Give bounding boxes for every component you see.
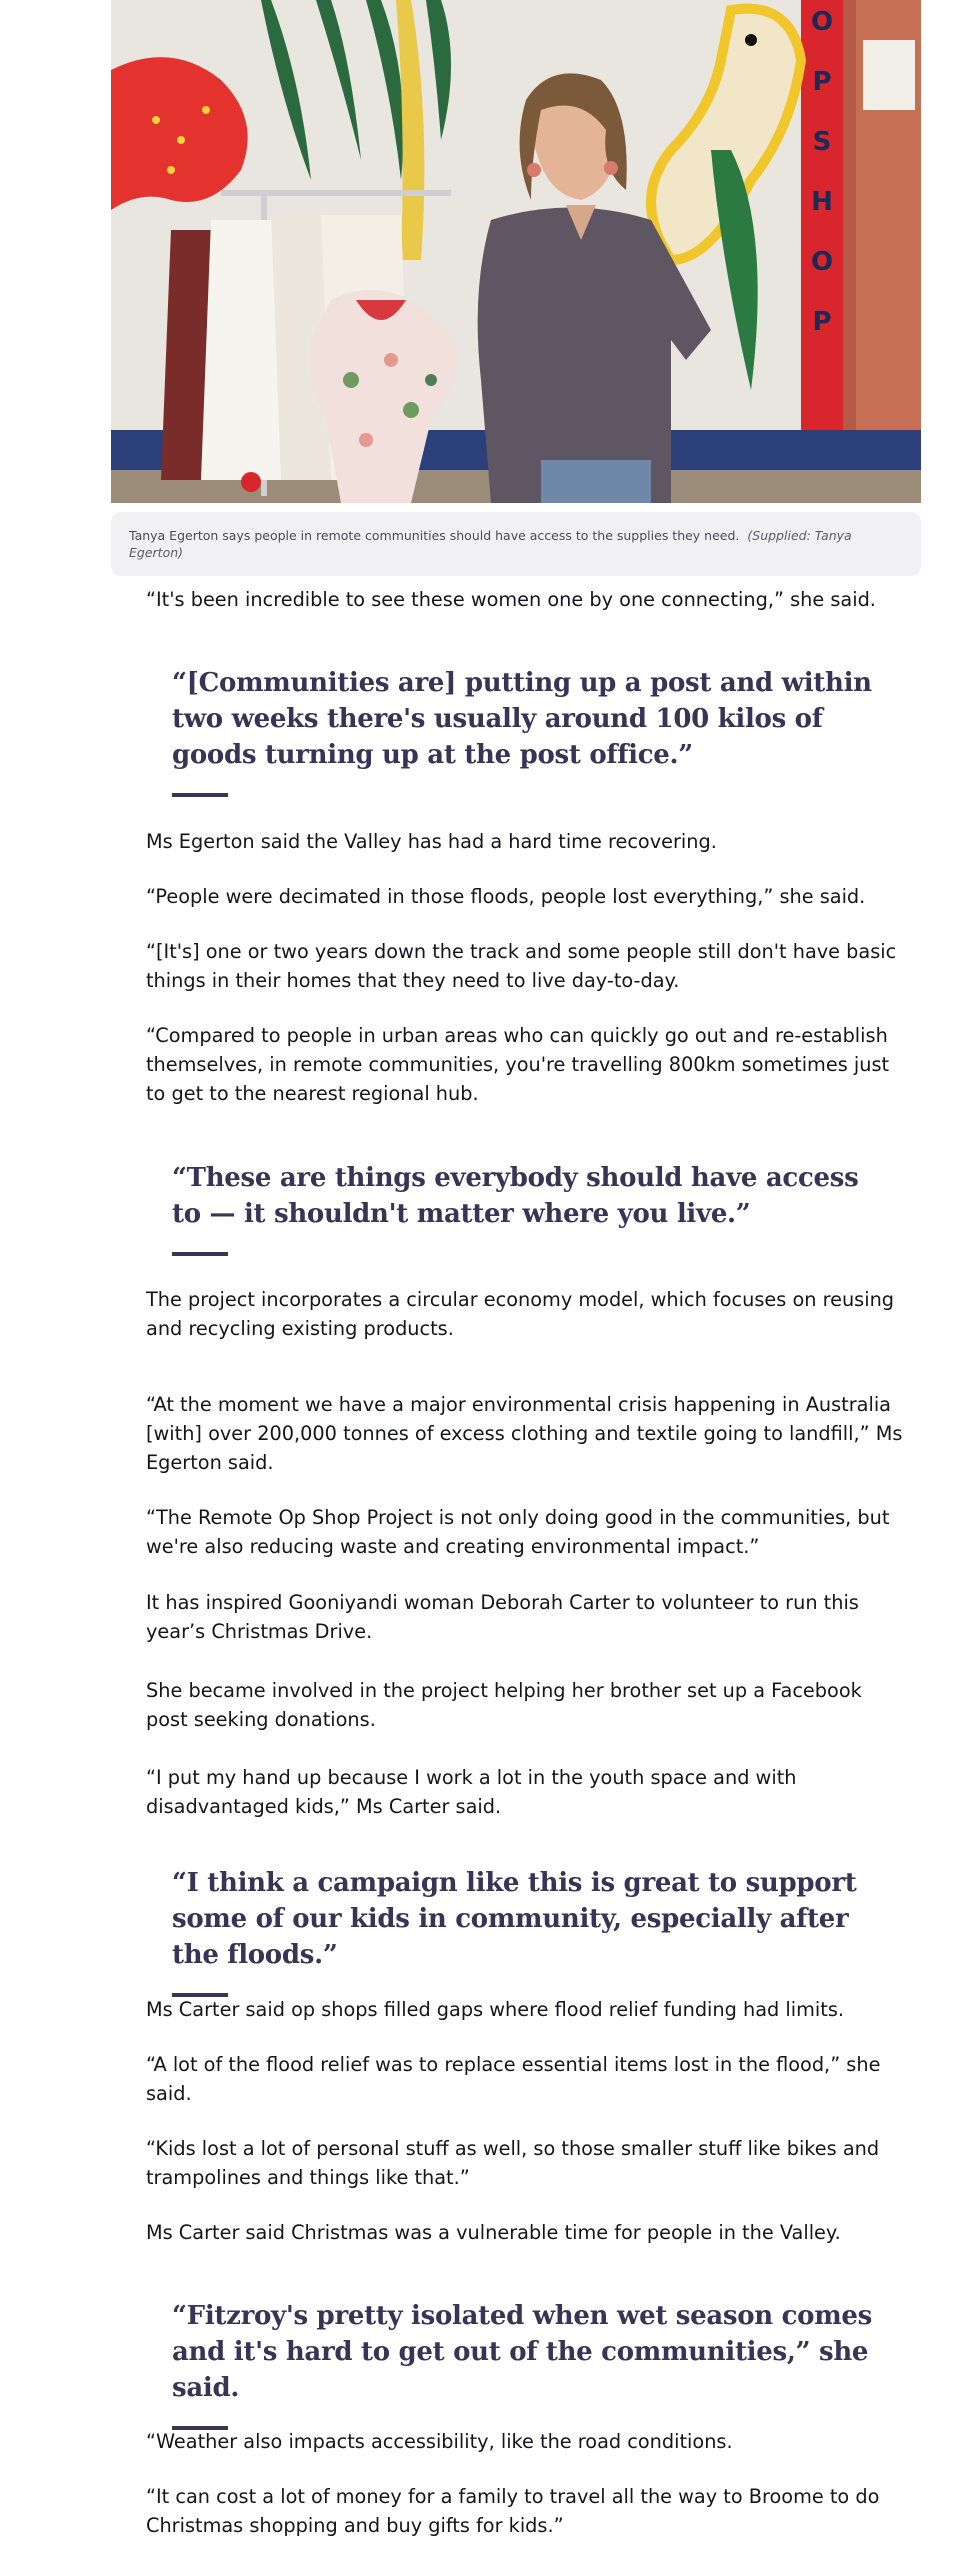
- caption-credit: (Supplied: Tanya Egerton): [129, 528, 852, 560]
- paragraph: “At the moment we have a major environmental crisis happening in Australia [with] over 200,000 tonnes of excess clothing and textile going to landfill,” Ms Egerton said.: [146, 1393, 903, 1474]
- svg-text:H: H: [811, 187, 833, 217]
- paragraph: “Compared to people in urban areas who can quickly go out and re-establish themselves, in remote communities, you're travelling 800km sometimes just to get to the nearest regional hub.: [146, 1024, 890, 1105]
- pull-quote-text: “Fitzroy's pretty isolated when wet season comes and it's hard to get out of the communities,” she said.: [172, 2301, 873, 2403]
- pull-quote-rule: [172, 1252, 228, 1256]
- pull-quote-text: “These are things everybody should have access to — it shouldn't matter where you live.”: [172, 1163, 859, 1229]
- pull-quote: [172, 1865, 892, 1997]
- svg-text:O: O: [810, 7, 834, 37]
- paragraph: Ms Carter said Christmas was a vulnerable time for people in the Valley.: [146, 2221, 841, 2244]
- pull-quote: [172, 2298, 892, 2430]
- paragraph: “The Remote Op Shop Project is not only doing good in the communities, but we're also reducing waste and creating environmental impact.”: [146, 1506, 890, 1558]
- paragraph: It has inspired Gooniyandi woman Deborah Carter to volunteer to run this year’s Christmas Drive.: [146, 1591, 859, 1643]
- photo-caption: [111, 512, 921, 576]
- paragraph: Ms Egerton said the Valley has had a hard time recovering.: [146, 830, 717, 853]
- paragraph: “A lot of the flood relief was to replace essential items lost in the flood,” she said.: [146, 2053, 881, 2105]
- article-photo[interactable]: [111, 0, 921, 503]
- svg-text:S: S: [812, 127, 832, 157]
- caption-text: Tanya Egerton says people in remote communities should have access to the supplies they need.: [129, 528, 740, 543]
- paragraph: She became involved in the project helping her brother set up a Facebook post seeking donations.: [146, 1679, 862, 1731]
- svg-text:P: P: [812, 307, 832, 337]
- paragraph: “[It's] one or two years down the track and some people still don't have basic things in their homes that they need to live day-to-day.: [146, 940, 897, 992]
- pull-quote-text: “[Communities are] putting up a post and within two weeks there's usually around 100 kilos of goods turning up at the post office.”: [172, 668, 872, 770]
- paragraph: “Weather also impacts accessibility, like the road conditions.: [146, 2430, 733, 2453]
- paragraph: “I put my hand up because I work a lot in the youth space and with disadvantaged kids,” Ms Carter said.: [146, 1766, 797, 1818]
- paragraph: “It's been incredible to see these women one by one connecting,” she said.: [146, 588, 876, 611]
- paragraph: The project incorporates a circular economy model, which focuses on reusing and recycling existing products.: [146, 1288, 895, 1340]
- pull-quote-rule: [172, 793, 228, 797]
- photo-illustration: [111, 0, 921, 503]
- paragraph: “People were decimated in those floods, people lost everything,” she said.: [146, 885, 866, 908]
- pull-quote-text: “I think a campaign like this is great to support some of our kids in community, especially after the floods.”: [172, 1868, 857, 1970]
- paragraph: Ms Carter said op shops filled gaps where flood relief funding had limits.: [146, 1998, 844, 2021]
- pull-quote: [172, 665, 892, 797]
- svg-text:O: O: [810, 247, 834, 277]
- article-figure: [111, 0, 921, 576]
- pull-quote: [172, 1160, 892, 1256]
- paragraph: “Kids lost a lot of personal stuff as well, so those smaller stuff like bikes and trampolines and things like that.”: [146, 2137, 880, 2189]
- svg-text:P: P: [812, 67, 832, 97]
- paragraph: “It can cost a lot of money for a family to travel all the way to Broome to do Christmas shopping and buy gifts for kids.”: [146, 2485, 880, 2537]
